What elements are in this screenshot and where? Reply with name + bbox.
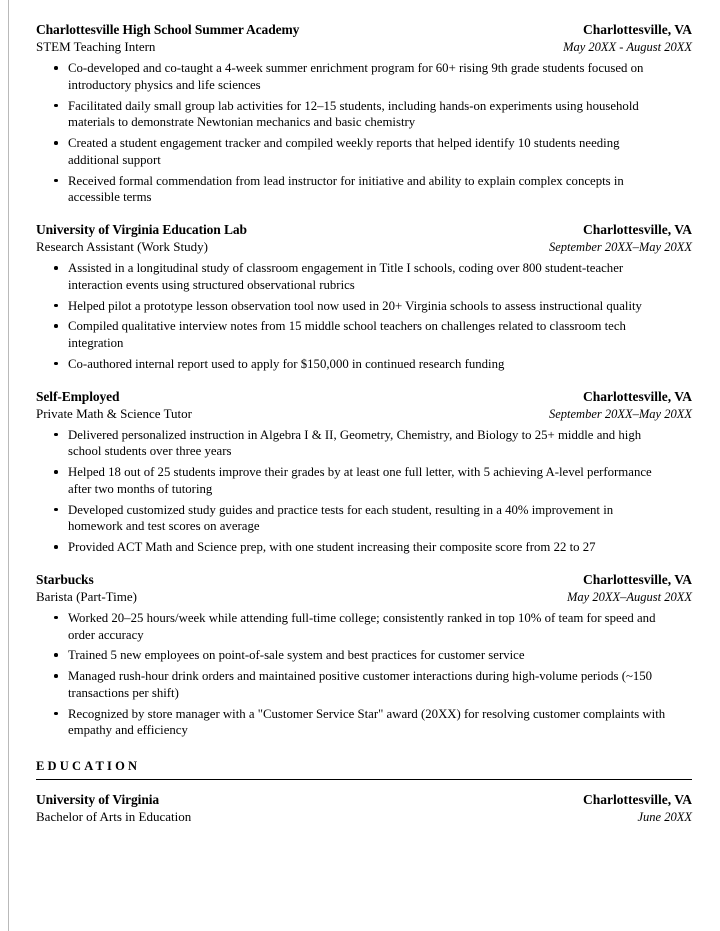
section-title: EDUCATION	[36, 759, 141, 773]
section-divider	[36, 779, 692, 780]
bullet-text: Delivered personalized instruction in Algebra I & II, Geometry, Chemistry, and Biology to 25+ middle and high school students over three years	[68, 427, 642, 459]
bullet-text: Co-developed and co-taught a 4-week summer enrichment program for 60+ rising 9th grade students focused on introductory physics and life sciences	[68, 61, 644, 92]
bullet-text: Co-authored internal report used to apply for $150,000 in continued research funding	[68, 356, 505, 371]
bullet-list	[36, 610, 692, 739]
entry-subheader	[36, 406, 692, 422]
list-item	[36, 610, 692, 644]
list-item	[36, 502, 692, 536]
bullet-text: Created a student engagement tracker and compiled weekly reports that helped identify 10 students needing additional support	[68, 136, 620, 167]
list-item	[36, 260, 692, 294]
employer-location: Charlottesville, VA	[583, 571, 692, 587]
bullet-dot-icon	[54, 141, 58, 145]
list-item	[36, 98, 692, 132]
education-entry	[36, 792, 692, 825]
bullet-list	[36, 427, 692, 556]
bullet-dot-icon	[54, 179, 58, 183]
school-name: University of Virginia	[36, 792, 160, 807]
list-item	[36, 706, 692, 740]
experience-entry	[36, 22, 692, 206]
entry-header	[36, 572, 692, 588]
bullet-dot-icon	[54, 433, 58, 437]
bullet-text: Assisted in a longitudinal study of classroom engagement in Title I schools, coding over 800 student-teacher interaction events using structured observational rubrics	[68, 261, 624, 292]
entry-header	[36, 792, 692, 808]
job-dates: May 20XX–August 20XX	[567, 589, 692, 604]
entry-subheader	[36, 589, 692, 605]
bullet-text: Managed rush-hour drink orders and maintained positive customer interactions during high-volume periods (~150 transactions per shift)	[68, 669, 653, 700]
bullet-text: Helped pilot a prototype lesson observation tool now used in 20+ Virginia schools to assess instructional quality	[68, 298, 642, 313]
bullet-dot-icon	[54, 674, 58, 678]
bullet-dot-icon	[54, 653, 58, 657]
bullet-text: Trained 5 new employees on point-of-sale system and best practices for customer service	[68, 648, 525, 663]
experience-entry	[36, 572, 692, 739]
job-title: Private Math & Science Tutor	[36, 405, 192, 421]
bullet-dot-icon	[54, 545, 58, 549]
job-title: Barista (Part-Time)	[36, 588, 137, 604]
bullet-text: Provided ACT Math and Science prep, with one student increasing their composite score from 22 to 27	[68, 540, 596, 554]
bullet-list	[36, 60, 692, 206]
bullet-dot-icon	[54, 304, 58, 308]
employer-location: Charlottesville, VA	[583, 222, 692, 237]
entry-subheader	[36, 809, 692, 825]
job-title: STEM Teaching Intern	[36, 39, 156, 54]
bullet-text: Helped 18 out of 25 students improve their grades by at least one full letter, with 5 achieving A-level performance after two months of tutoring	[68, 465, 652, 496]
experience-entry	[36, 222, 692, 373]
bullet-text: Received formal commendation from lead instructor for initiative and ability to explain complex concepts in accessible terms	[68, 173, 624, 205]
employer-name: Self-Employed	[36, 388, 120, 404]
employer-location: Charlottesville, VA	[583, 22, 692, 37]
degree-dates: June 20XX	[637, 810, 692, 824]
bullet-dot-icon	[54, 470, 58, 474]
list-item	[36, 318, 692, 352]
list-item	[36, 427, 692, 461]
education-section	[36, 759, 692, 825]
list-item	[36, 356, 692, 373]
bullet-dot-icon	[54, 324, 58, 328]
bullet-dot-icon	[54, 616, 58, 620]
entry-subheader	[36, 39, 692, 55]
bullet-dot-icon	[54, 508, 58, 512]
bullet-text: Worked 20–25 hours/week while attending full-time college; consistently ranked in top 10% of team for speed and order accuracy	[68, 610, 656, 642]
employer-name: Starbucks	[36, 571, 94, 587]
bullet-list	[36, 260, 692, 373]
employer-location: Charlottesville, VA	[583, 388, 692, 404]
bullet-dot-icon	[54, 712, 58, 716]
bullet-dot-icon	[54, 104, 58, 108]
list-item	[36, 647, 692, 664]
bullet-text: Facilitated daily small group lab activities for 12–15 students, including hands-on experiments using household materials to demonstrate Newtonian mechanics and basic chemistry	[68, 98, 639, 130]
bullet-text: Developed customized study guides and practice tests for each student, resulting in a 40% improvement in homework and test scores on average	[68, 502, 614, 534]
job-title: Research Assistant (Work Study)	[36, 239, 208, 254]
entry-subheader	[36, 239, 692, 255]
entry-header	[36, 389, 692, 405]
list-item	[36, 668, 692, 702]
experience-entry	[36, 389, 692, 556]
list-item	[36, 539, 692, 556]
employer-name: Charlottesville High School Summer Academy	[36, 22, 300, 37]
bullet-dot-icon	[54, 266, 58, 270]
job-dates: May 20XX - August 20XX	[563, 40, 692, 54]
bullet-text: Compiled qualitative interview notes from 15 middle school teachers on challenges related to classroom tech integration	[68, 319, 626, 350]
entry-header	[36, 22, 692, 38]
school-location: Charlottesville, VA	[583, 792, 692, 807]
job-dates: September 20XX–May 20XX	[548, 406, 692, 421]
bullet-dot-icon	[54, 66, 58, 70]
job-dates: September 20XX–May 20XX	[548, 240, 692, 254]
list-item	[36, 135, 692, 169]
bullet-text: Recognized by store manager with a "Customer Service Star" award (20XX) for resolving customer complaints with empathy and efficiency	[68, 706, 666, 738]
list-item	[36, 464, 692, 498]
bullet-dot-icon	[54, 362, 58, 366]
list-item	[36, 298, 692, 315]
employer-name: University of Virginia Education Lab	[36, 222, 247, 237]
list-item	[36, 60, 692, 94]
entry-header	[36, 222, 692, 238]
degree-name: Bachelor of Arts in Education	[36, 809, 192, 824]
list-item	[36, 173, 692, 207]
